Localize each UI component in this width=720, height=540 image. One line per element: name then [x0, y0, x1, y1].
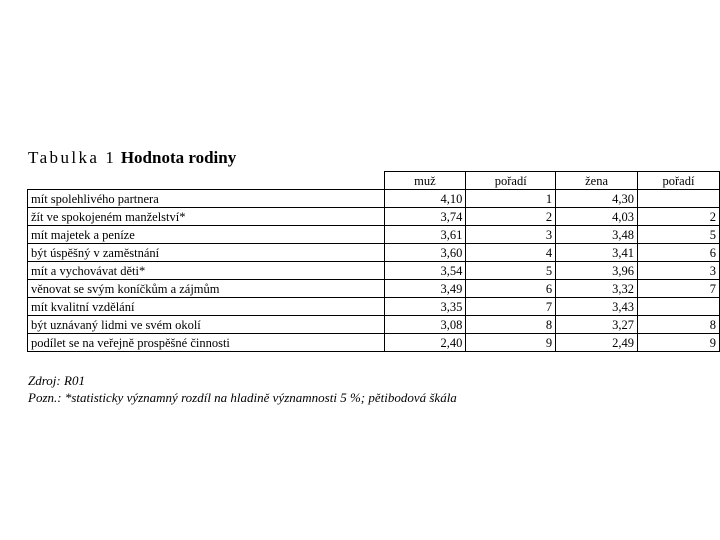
- table-notes: [28, 372, 457, 406]
- muz-rank: 5: [466, 262, 556, 280]
- row-label: mít spolehlivého partnera: [28, 190, 385, 208]
- header-poradi-muz: pořadí: [466, 172, 556, 190]
- table-row: [28, 226, 720, 244]
- zena-rank: 7: [637, 280, 719, 298]
- caption-number: 1: [105, 148, 114, 167]
- muz-value: 4,10: [384, 190, 466, 208]
- zena-value: 2,49: [556, 334, 638, 352]
- source-note: Zdroj: R01: [28, 373, 85, 388]
- zena-rank: 9: [637, 334, 719, 352]
- muz-value: 3,08: [384, 316, 466, 334]
- caption-title: Hodnota rodiny: [120, 148, 237, 167]
- muz-value: 3,61: [384, 226, 466, 244]
- family-values-table: [27, 171, 720, 352]
- zena-value: 3,32: [556, 280, 638, 298]
- table-row: [28, 262, 720, 280]
- zena-value: 3,41: [556, 244, 638, 262]
- zena-value: 4,30: [556, 190, 638, 208]
- zena-value: 3,43: [556, 298, 638, 316]
- zena-value: 4,03: [556, 208, 638, 226]
- table-row: [28, 334, 720, 352]
- zena-rank: [637, 298, 719, 316]
- muz-value: 3,74: [384, 208, 466, 226]
- zena-rank: 8: [637, 316, 719, 334]
- zena-value: 3,48: [556, 226, 638, 244]
- muz-value: 3,49: [384, 280, 466, 298]
- muz-rank: 1: [466, 190, 556, 208]
- table-caption: [28, 148, 236, 168]
- remark-note: Pozn.: *statisticky významný rozdíl na hladině významnosti 5 %; pětibodová škála: [28, 390, 457, 405]
- muz-rank: 4: [466, 244, 556, 262]
- header-blank: [28, 172, 385, 190]
- zena-rank: 2: [637, 208, 719, 226]
- table-row: [28, 280, 720, 298]
- zena-rank: 5: [637, 226, 719, 244]
- muz-rank: 6: [466, 280, 556, 298]
- muz-value: 3,60: [384, 244, 466, 262]
- zena-rank: [637, 190, 719, 208]
- table-body: [28, 190, 720, 352]
- table-header-row: [28, 172, 720, 190]
- header-muz: muž: [384, 172, 466, 190]
- row-label: podílet se na veřejně prospěšné činnosti: [28, 334, 385, 352]
- muz-rank: 9: [466, 334, 556, 352]
- muz-value: 2,40: [384, 334, 466, 352]
- muz-value: 3,35: [384, 298, 466, 316]
- row-label: mít majetek a peníze: [28, 226, 385, 244]
- row-label: být uznávaný lidmi ve svém okolí: [28, 316, 385, 334]
- row-label: mít a vychovávat děti*: [28, 262, 385, 280]
- zena-rank: 6: [637, 244, 719, 262]
- zena-rank: 3: [637, 262, 719, 280]
- row-label: být úspěšný v zaměstnání: [28, 244, 385, 262]
- muz-rank: 3: [466, 226, 556, 244]
- table-row: [28, 190, 720, 208]
- header-zena: žena: [556, 172, 638, 190]
- row-label: mít kvalitní vzdělání: [28, 298, 385, 316]
- row-label: žít ve spokojeném manželství*: [28, 208, 385, 226]
- table-row: [28, 244, 720, 262]
- row-label: věnovat se svým koníčkům a zájmům: [28, 280, 385, 298]
- muz-rank: 7: [466, 298, 556, 316]
- muz-rank: 2: [466, 208, 556, 226]
- table-row: [28, 298, 720, 316]
- zena-value: 3,27: [556, 316, 638, 334]
- caption-label: Tabulka: [28, 148, 100, 167]
- header-poradi-zena: pořadí: [637, 172, 719, 190]
- zena-value: 3,96: [556, 262, 638, 280]
- table-row: [28, 208, 720, 226]
- muz-value: 3,54: [384, 262, 466, 280]
- table-row: [28, 316, 720, 334]
- muz-rank: 8: [466, 316, 556, 334]
